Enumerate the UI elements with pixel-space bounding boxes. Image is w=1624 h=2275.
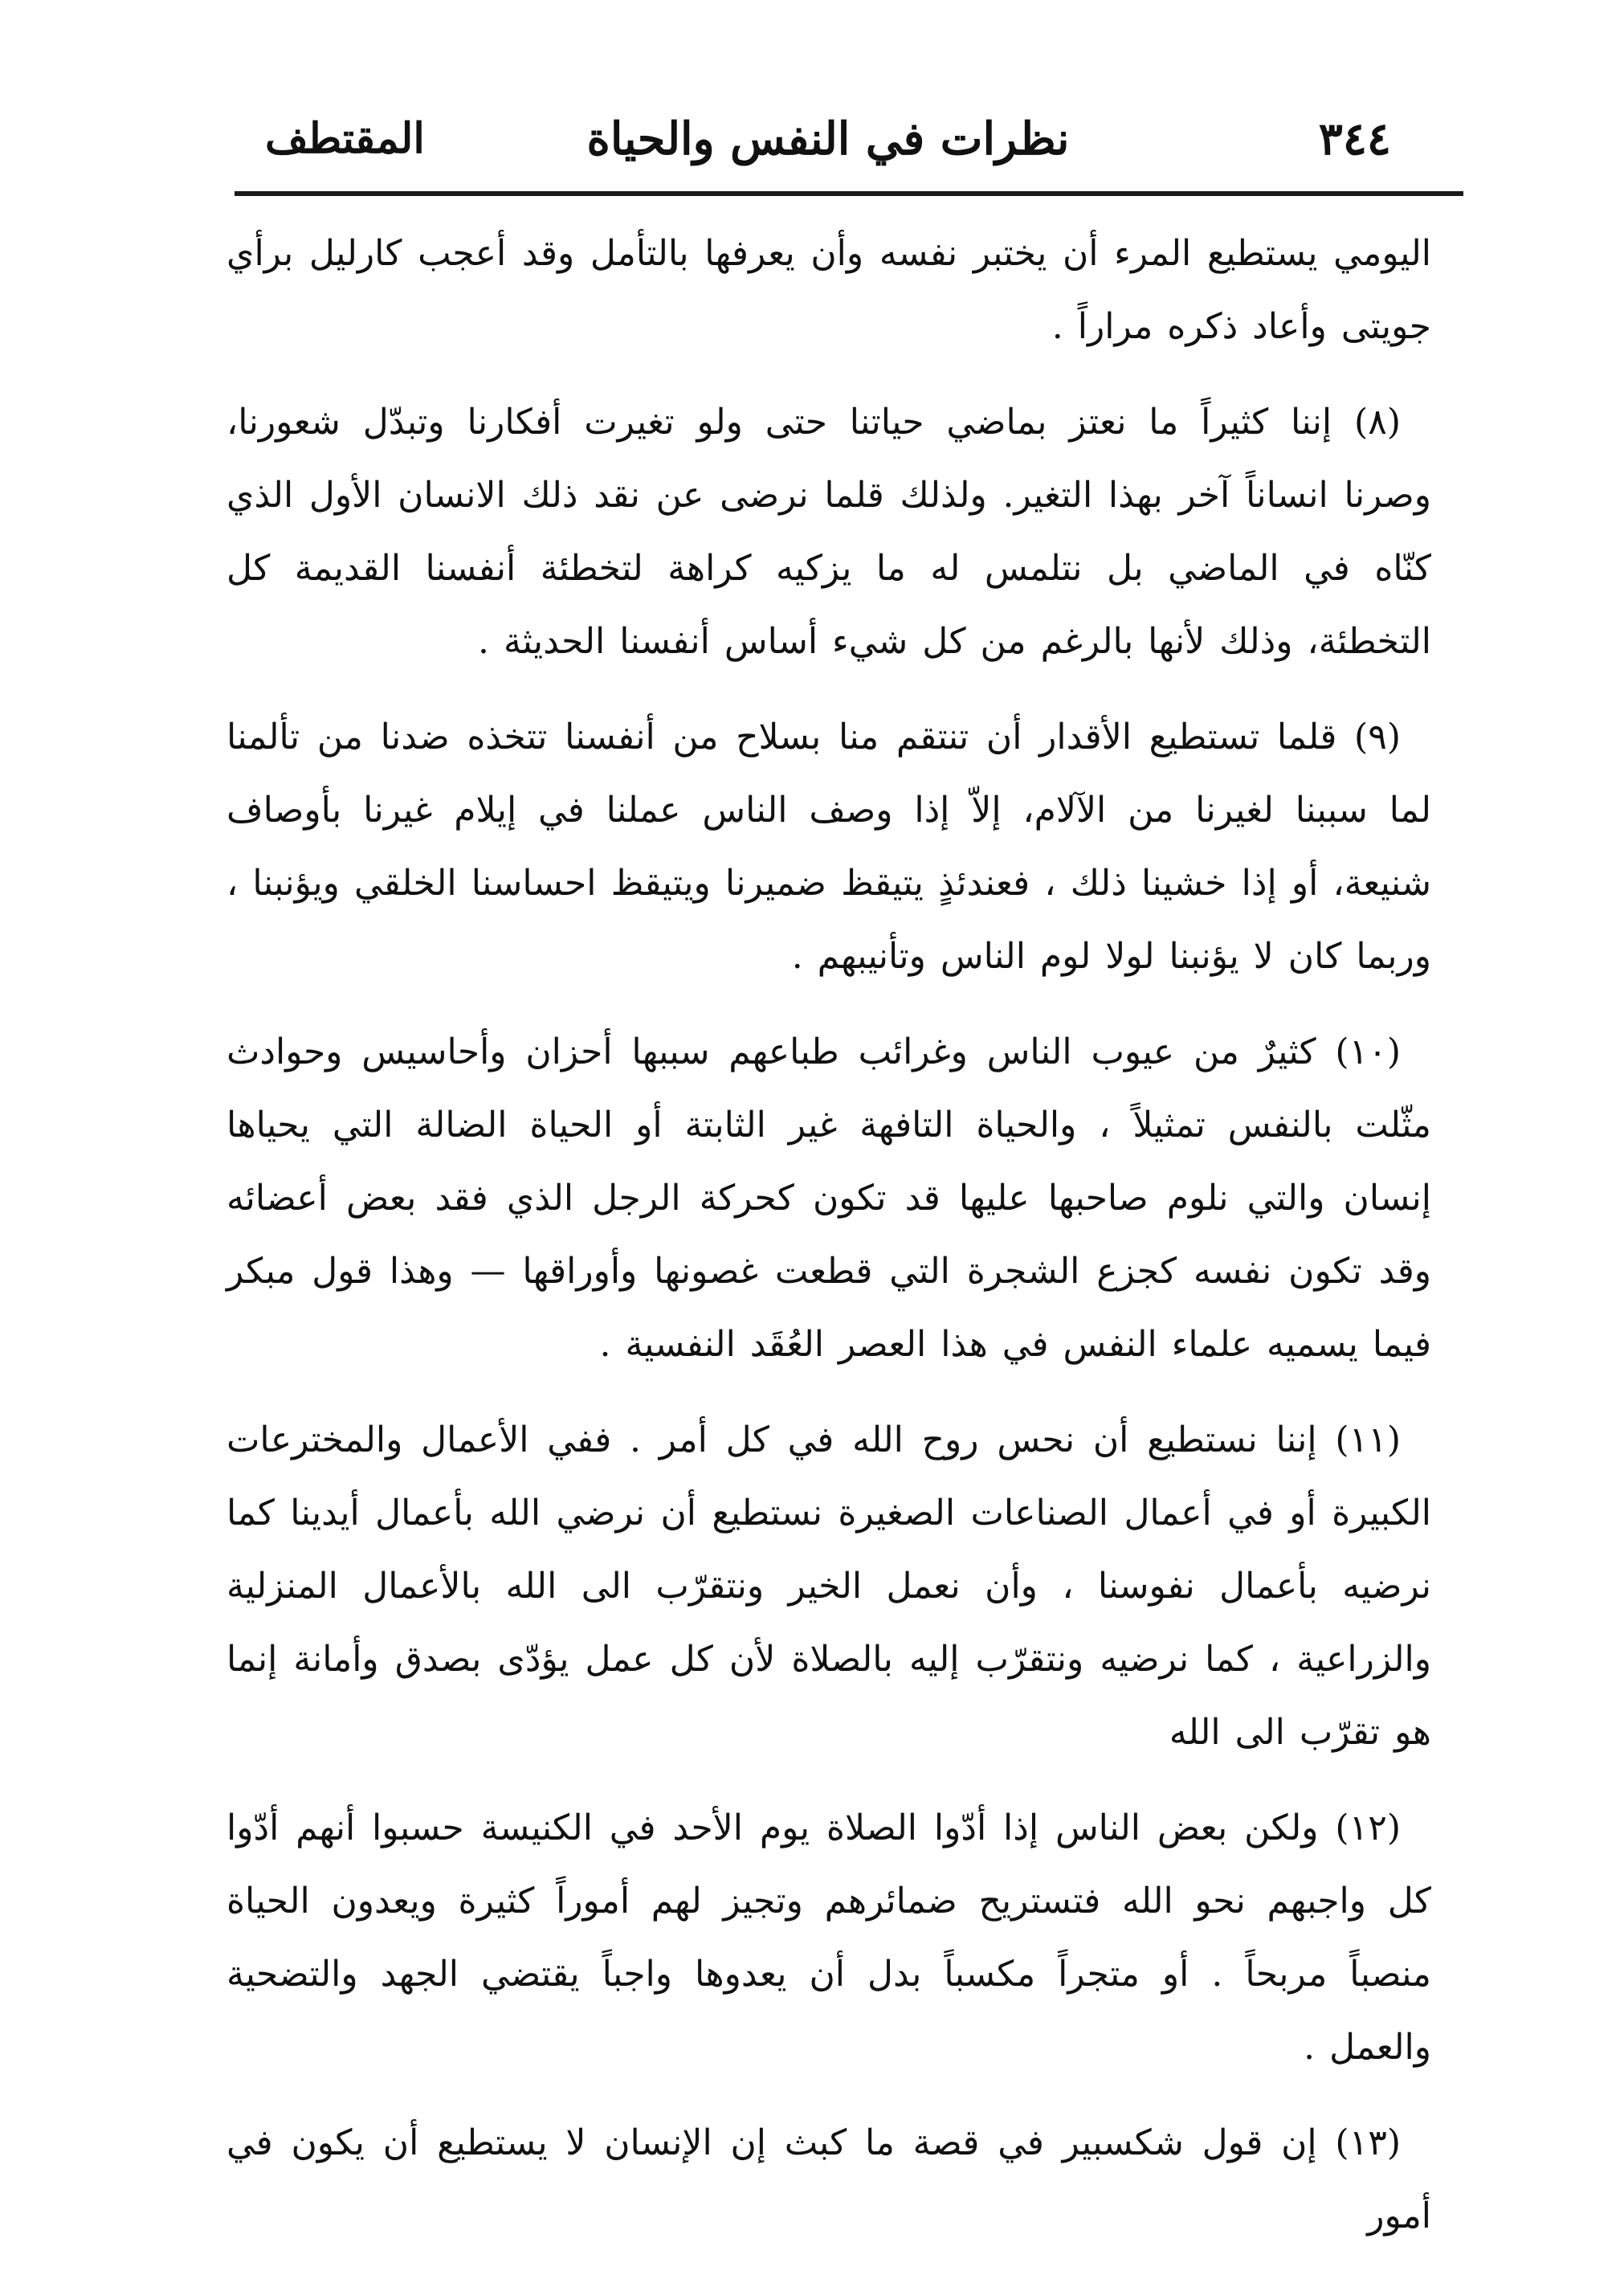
header-rule [235, 191, 1463, 196]
paragraph-11: (١١) إننا نستطيع أن نحس روح الله في كل أمر . ففي الأعمال والمخترعات الكبيرة أو في أعمال الصناعات الصغيرة نستطيع أن نرضي الله بأعمال أيدينا كما نرضيه بأعمال نفوسنا ، وأن نعمل الخير ونتقرّب الى الله بالأعمال المنزلية والزراعية ، كما نرضيه ونتقرّب إليه بالصلاة لأن كل عمل يؤدّى بصدق وأمانة إنما هو تقرّب الى الله [226, 1419, 1431, 1753]
page-header [265, 103, 1391, 175]
paragraph-continuation: اليومي يستطيع المرء أن يختبر نفسه وأن يعرفها بالتأمل وقد أعجب كارليل برأي جويتى وأعاد ذكره مراراً . [226, 233, 1431, 347]
paragraph-8: (٨) إننا كثيراً ما نعتز بماضي حياتنا حتى ولو تغيرت أفكارنا وتبدّل شعورنا، وصرنا انساناً آخر بهذا التغير. ولذلك قلما نرضى عن نقد ذلك الانسان الأول الذي كنّاه في الماضي بل نتلمس له ما يزكيه كراهة لتخطئة أنفسنا القديمة كل التخطئة، وذلك لأنها بالرغم من كل شيء أساس أنفسنا الحديثة . [226, 402, 1431, 662]
paragraph-13: (١٣) إن قول شكسبير في قصة ما كبث إن الإنسان لا يستطيع أن يكون في أمور [226, 2122, 1431, 2236]
paragraph-10: (١٠) كثيرٌ من عيوب الناس وغرائب طباعهم سببها أحزان وأحاسيس وحوادث مثّلت بالنفس تمثيلاً ، والحياة التافهة غير الثابتة أو الحياة الضالة التي يحياها إنسان والتي نلوم صاحبها عليها قد تكون كحركة الرجل الذي فقد بعض أعضائه وقد تكون نفسه كجزع الشجرة التي قطعت غصونها وأوراقها — وهذا قول مبكر فيما يسميه علماء النفس في هذا العصر العُقَد النفسية . [226, 1031, 1431, 1365]
page-number: ٣٤٤ [1318, 112, 1391, 165]
running-title: نظرات في النفس والحياة [586, 112, 1070, 165]
paragraph-12: (١٢) ولكن بعض الناس إذا أدّوا الصلاة يوم الأحد في الكنيسة حسبوا أنهم أدّوا كل واجبهم نحو الله فتستريح ضمائرهم وتجيز لهم أموراً كثيرة ويعدون الحياة منصباً مربحاً . أو متجراً مكسباً بدل أن يعدوها واجباً يقتضي الجهد والتضحية والعمل . [226, 1807, 1431, 2068]
journal-name: المقتطف [265, 114, 425, 163]
paragraph-9: (٩) قلما تستطيع الأقدار أن تنتقم منا بسلاح من أنفسنا تتخذه ضدنا من تألمنا لما سببنا لغيرنا من الآلام، إلاّ إذا وصف الناس عملنا في إيلام غيرنا بأوصاف شنيعة، أو إذا خشينا ذلك ، فعندئذٍ يتيقظ ضميرنا ويتيقظ احساسنا الخلقي ويؤنبنا ، وربما كان لا يؤنبنا لولا لوم الناس وتأنيبهم . [226, 717, 1431, 977]
article-body [226, 217, 1431, 2275]
